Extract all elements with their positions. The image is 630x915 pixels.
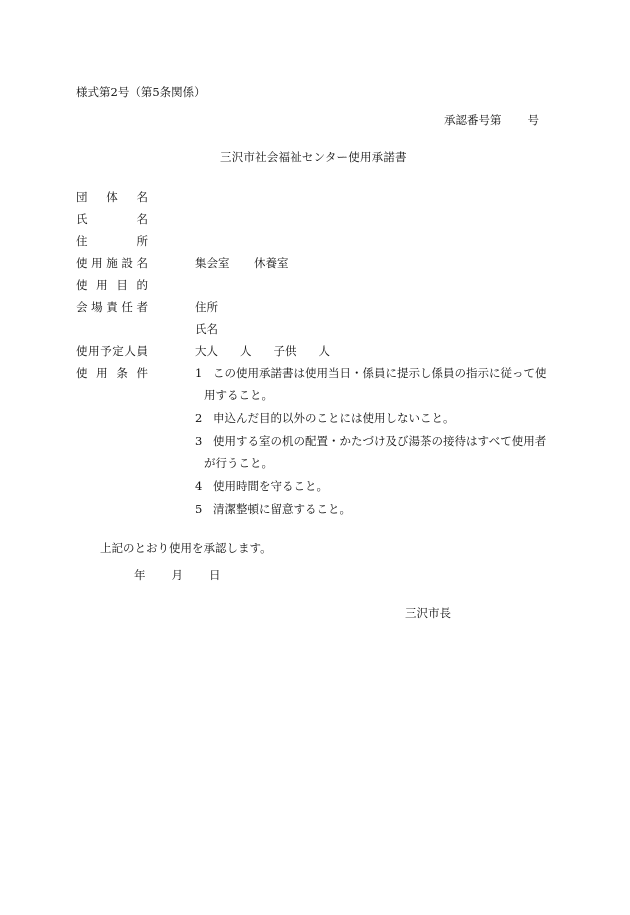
condition-1-continued: 用すること。 xyxy=(204,388,273,402)
date-year: 年 xyxy=(134,568,146,582)
label-conditions: 使用条件 xyxy=(76,366,148,380)
condition-4: 4 使用時間を守ること。 xyxy=(195,479,328,493)
facility-option-meeting-room: 集会室 xyxy=(195,256,230,270)
condition-5: 5 清潔整頓に留意すること。 xyxy=(195,502,351,516)
approval-number xyxy=(444,115,539,127)
signatory: 三沢市長 xyxy=(405,606,451,620)
label-purpose: 使用目的 xyxy=(76,278,148,292)
adult-unit: 人 xyxy=(240,344,252,358)
approval-number-suffix: 号 xyxy=(527,113,539,127)
approval-statement: 上記のとおり使用を承認します。 xyxy=(100,541,272,555)
responsible-address-label: 住所 xyxy=(195,300,218,314)
label-name: 氏 名 xyxy=(76,212,148,226)
condition-1: 1 この使用承諾書は使用当日・係員に提示し係員の指示に従って使 xyxy=(195,366,547,380)
label-responsible: 会場責任者 xyxy=(76,300,148,314)
date-line xyxy=(134,570,221,582)
form-number: 様式第2号（第5条関係） xyxy=(76,85,206,99)
responsible-name-label: 氏名 xyxy=(195,322,218,336)
label-address: 住 所 xyxy=(76,234,148,248)
condition-3-continued: が行うこと。 xyxy=(204,456,273,470)
child-label: 子供 xyxy=(273,344,297,358)
facility-option-rest-room: 休養室 xyxy=(254,256,289,270)
condition-2: 2 申込んだ目的以外のことには使用しないこと。 xyxy=(195,411,455,425)
label-facility: 使用施設名 xyxy=(76,256,148,270)
label-expected-people: 使用予定人員 xyxy=(76,344,148,358)
date-day: 日 xyxy=(209,568,221,582)
document-title: 三沢市社会福祉センター使用承諾書 xyxy=(220,150,407,164)
expected-people-value xyxy=(195,346,330,358)
adult-label: 大人 xyxy=(195,344,218,358)
child-unit: 人 xyxy=(318,344,330,358)
approval-number-prefix: 承認番号第 xyxy=(444,113,502,127)
label-group-name: 団 体 名 xyxy=(76,190,148,204)
condition-3: 3 使用する室の机の配置・かたづけ及び湯茶の接待はすべて使用者 xyxy=(195,434,547,448)
date-month: 月 xyxy=(171,568,183,582)
